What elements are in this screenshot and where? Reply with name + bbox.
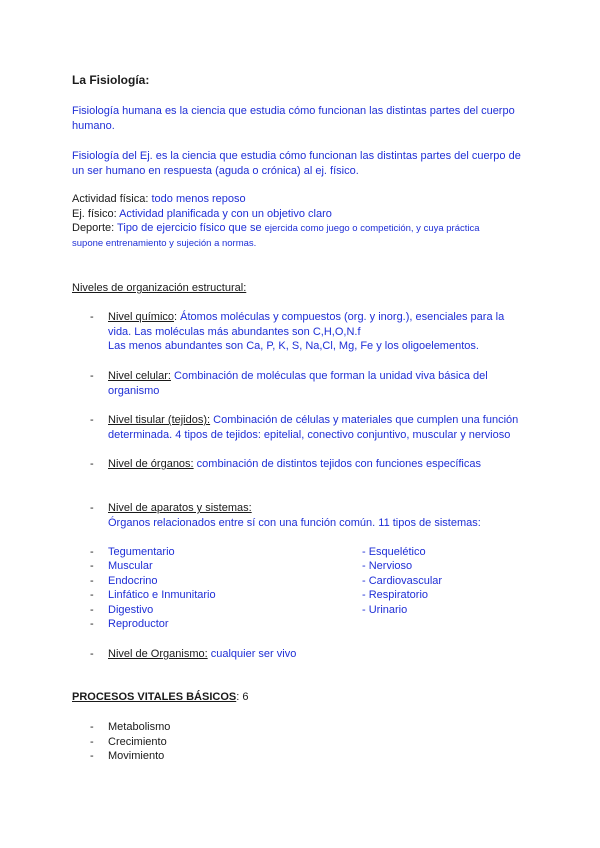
intro-fisiologia-ej-line-1: Fisiología del Ej. es la ciencia que estudia cómo funcionan las distintas partes del cuerpo de <box>72 150 521 162</box>
bullet-dash: - <box>90 414 94 426</box>
proceso-item: Metabolismo <box>108 721 171 733</box>
bullet-dash: - <box>90 618 94 630</box>
nivel-tisular-text: Combinación de células y materiales que cumplen una función <box>210 414 519 426</box>
definition-label: Actividad física: <box>72 193 149 205</box>
nivel-organos-line <box>108 457 481 471</box>
definition-value: Actividad planificada y con un objetivo claro <box>116 208 332 220</box>
bullet-dash: - <box>90 502 94 514</box>
nivel-organismo-label: Nivel de Organismo: <box>108 648 208 660</box>
nivel-organismo-text: cualquier ser vivo <box>207 648 297 660</box>
nivel-celular-line-2: organismo <box>108 385 160 397</box>
bullet-dash: - <box>90 546 94 558</box>
bullet-dash: - <box>90 604 94 616</box>
bullet-dash: - <box>90 311 94 323</box>
definition-actividad-fisica <box>72 192 246 206</box>
procesos-heading: PROCESOS VITALES BÁSICOS <box>72 691 237 703</box>
nivel-aparatos-label: Nivel de aparatos y sistemas: <box>108 502 252 514</box>
sistema-item: Digestivo <box>108 604 154 616</box>
nivel-quimico-line-3: Las menos abundantes son Ca, P, K, S, Na,Cl, Mg, Fe y los oligoelementos. <box>108 340 479 352</box>
bullet-dash: - <box>90 560 94 572</box>
bullet-dash: - <box>90 750 94 762</box>
sistema-item: Muscular <box>108 560 153 572</box>
proceso-item: Crecimiento <box>108 736 167 748</box>
definition-deporte-line-2: supone entrenamiento y sujeción a normas. <box>72 238 257 249</box>
intro-fisiologia-humana-line-1: Fisiología humana es la ciencia que estudia cómo funcionan las distintas partes del cuerpo <box>72 105 515 117</box>
nivel-quimico-line-2: vida. Las moléculas más abundantes son C,H,O,N.f <box>108 326 361 338</box>
nivel-celular-text: Combinación de moléculas que forman la unidad viva básica del <box>170 370 488 382</box>
sistema-item: - Urinario <box>362 604 408 616</box>
definition-value-cont: ejercida como juego o competición, y cuya práctica <box>264 223 480 234</box>
bullet-dash: - <box>90 575 94 587</box>
bullet-dash: - <box>90 648 94 660</box>
bullet-dash: - <box>90 458 94 470</box>
sistema-item: Reproductor <box>108 618 169 630</box>
bullet-dash: - <box>90 736 94 748</box>
sistema-item: Linfático e Inmunitario <box>108 589 216 601</box>
sistema-item: - Nervioso <box>362 560 413 572</box>
nivel-quimico-text: Átomos moléculas y compuestos (org. y inorg.), esenciales para la <box>177 311 505 323</box>
nivel-celular-label: Nivel celular: <box>108 370 171 382</box>
bullet-dash: - <box>90 589 94 601</box>
definition-label: Deporte: <box>72 222 115 234</box>
intro-fisiologia-ej-line-2: un ser humano en respuesta (aguda o crónica) al ej. físico. <box>72 165 359 177</box>
definition-deporte <box>72 221 480 236</box>
nivel-tisular-label: Nivel tisular (tejidos): <box>108 414 211 426</box>
page-title: La Fisiología: <box>72 73 150 87</box>
nivel-celular-line-1 <box>108 369 488 383</box>
definition-value: Tipo de ejercicio físico que se <box>114 222 265 234</box>
sistema-item: Endocrino <box>108 575 158 587</box>
nivel-aparatos-text: Órganos relacionados entre sí con una función común. 11 tipos de sistemas: <box>108 517 481 529</box>
procesos-count: : 6 <box>236 691 249 703</box>
intro-fisiologia-humana-line-2: humano. <box>72 120 115 132</box>
nivel-tisular-line-2: determinada. 4 tipos de tejidos: epitelial, conectivo conjuntivo, muscular y nervioso <box>108 429 511 441</box>
nivel-organos-label: Nivel de órganos: <box>108 458 194 470</box>
sistema-item: - Esquelético <box>362 546 426 558</box>
definition-ej-fisico <box>72 207 332 221</box>
nivel-organismo-line <box>108 647 296 661</box>
proceso-item: Movimiento <box>108 750 165 762</box>
definition-value: todo menos reposo <box>148 193 246 205</box>
nivel-organos-text: combinación de distintos tejidos con funciones específicas <box>193 458 481 470</box>
sistema-item: - Cardiovascular <box>362 575 443 587</box>
definition-label: Ej. físico: <box>72 208 117 220</box>
sistema-item: Tegumentario <box>108 546 175 558</box>
nivel-quimico-line-1 <box>108 310 504 324</box>
bullet-dash: - <box>90 370 94 382</box>
sistema-item: - Respiratorio <box>362 589 429 601</box>
nivel-quimico-label: Nivel químico <box>108 311 175 323</box>
nivel-quimico-colon: : <box>174 311 178 323</box>
bullet-dash: - <box>90 721 94 733</box>
niveles-heading: Niveles de organización estructural: <box>72 282 247 294</box>
procesos-heading-line <box>72 690 248 704</box>
nivel-tisular-line-1 <box>108 413 518 427</box>
